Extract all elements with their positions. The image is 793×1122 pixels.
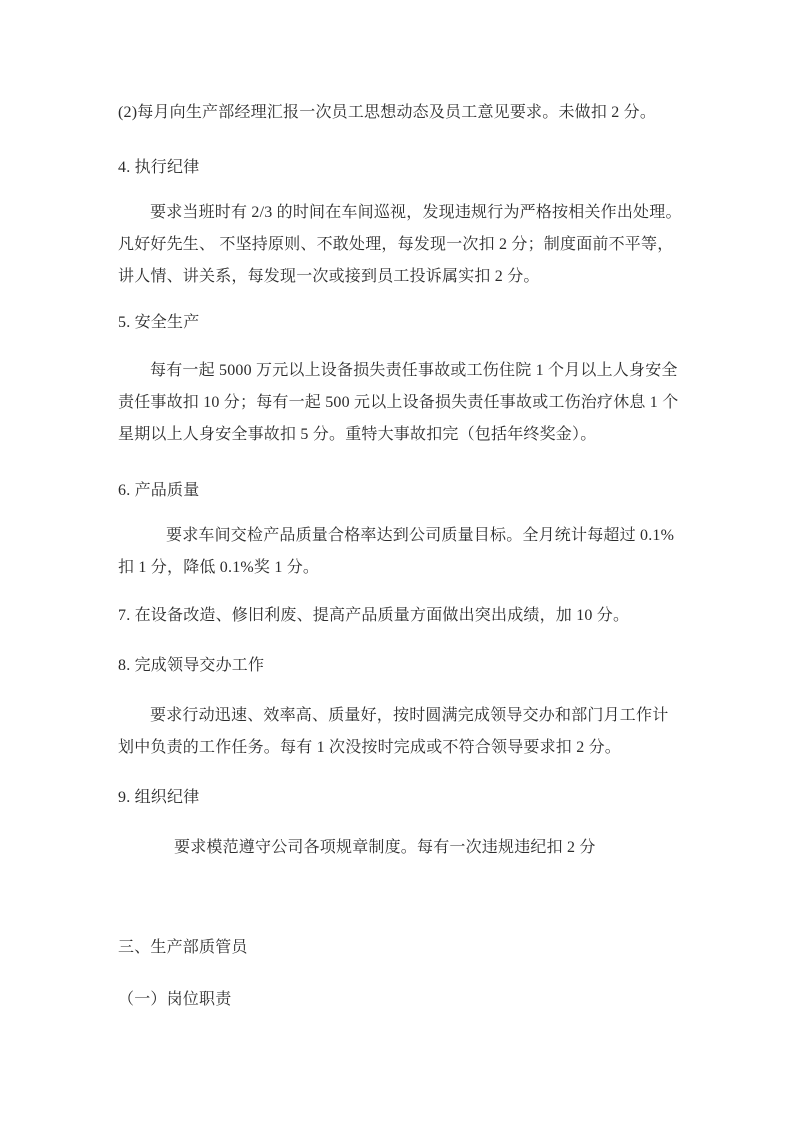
paragraph-execution-discipline-detail: 要求当班时有 2/3 的时间在车间巡视，发现违规行为严格按相关作出处理。凡好好先生、 不坚持原则、不敢处理，每发现一次扣 2 分；制度面前不平等，讲人情、讲关系，每发现一次或接到员工投诉属实扣 2 分。 [118, 204, 682, 285]
heading-5-safety-production: 5. 安全生产 [118, 314, 200, 331]
paragraph-organizational-discipline-detail: 要求模范遵守公司各项规章制度。每有一次违规违纪扣 2 分 [174, 839, 596, 856]
paragraph-monthly-report-rule: (2)每月向生产部经理汇报一次员工思想动态及员工意见要求。未做扣 2 分。 [118, 104, 657, 121]
heading-6-product-quality: 6. 产品质量 [118, 482, 200, 499]
paragraph-safety-production-detail: 每有一起 5000 万元以上设备损失责任事故或工伤住院 1 个月以上人身安全责任事故扣 10 分；每有一起 500 元以上设备损失责任事故或工伤治疗休息 1 个星期以上人身安全事故扣 5 分。重特大事故扣完（包括年终奖金）。 [118, 362, 679, 443]
paragraph-7-equipment-improvement: 7. 在设备改造、修旧利废、提高产品质量方面做出突出成绩，加 10 分。 [118, 607, 630, 624]
paragraph-assigned-tasks-detail: 要求行动迅速、效率高、质量好，按时圆满完成领导交办和部门月工作计划中负责的工作任务。每有 1 次没按时完成或不符合领导要求扣 2 分。 [118, 707, 669, 756]
heading-8-assigned-tasks: 8. 完成领导交办工作 [118, 657, 265, 674]
heading-9-organizational-discipline: 9. 组织纪律 [118, 789, 200, 806]
heading-4-execution-discipline: 4. 执行纪律 [118, 159, 200, 176]
section-heading-3-quality-inspector: 三、生产部质管员 [118, 939, 248, 956]
subsection-heading-job-responsibilities: （一）岗位职责 [118, 991, 232, 1008]
paragraph-product-quality-detail: 要求车间交检产品质量合格率达到公司质量目标。全月统计每超过 0.1%扣 1 分，降低 0.1%奖 1 分。 [118, 527, 675, 576]
